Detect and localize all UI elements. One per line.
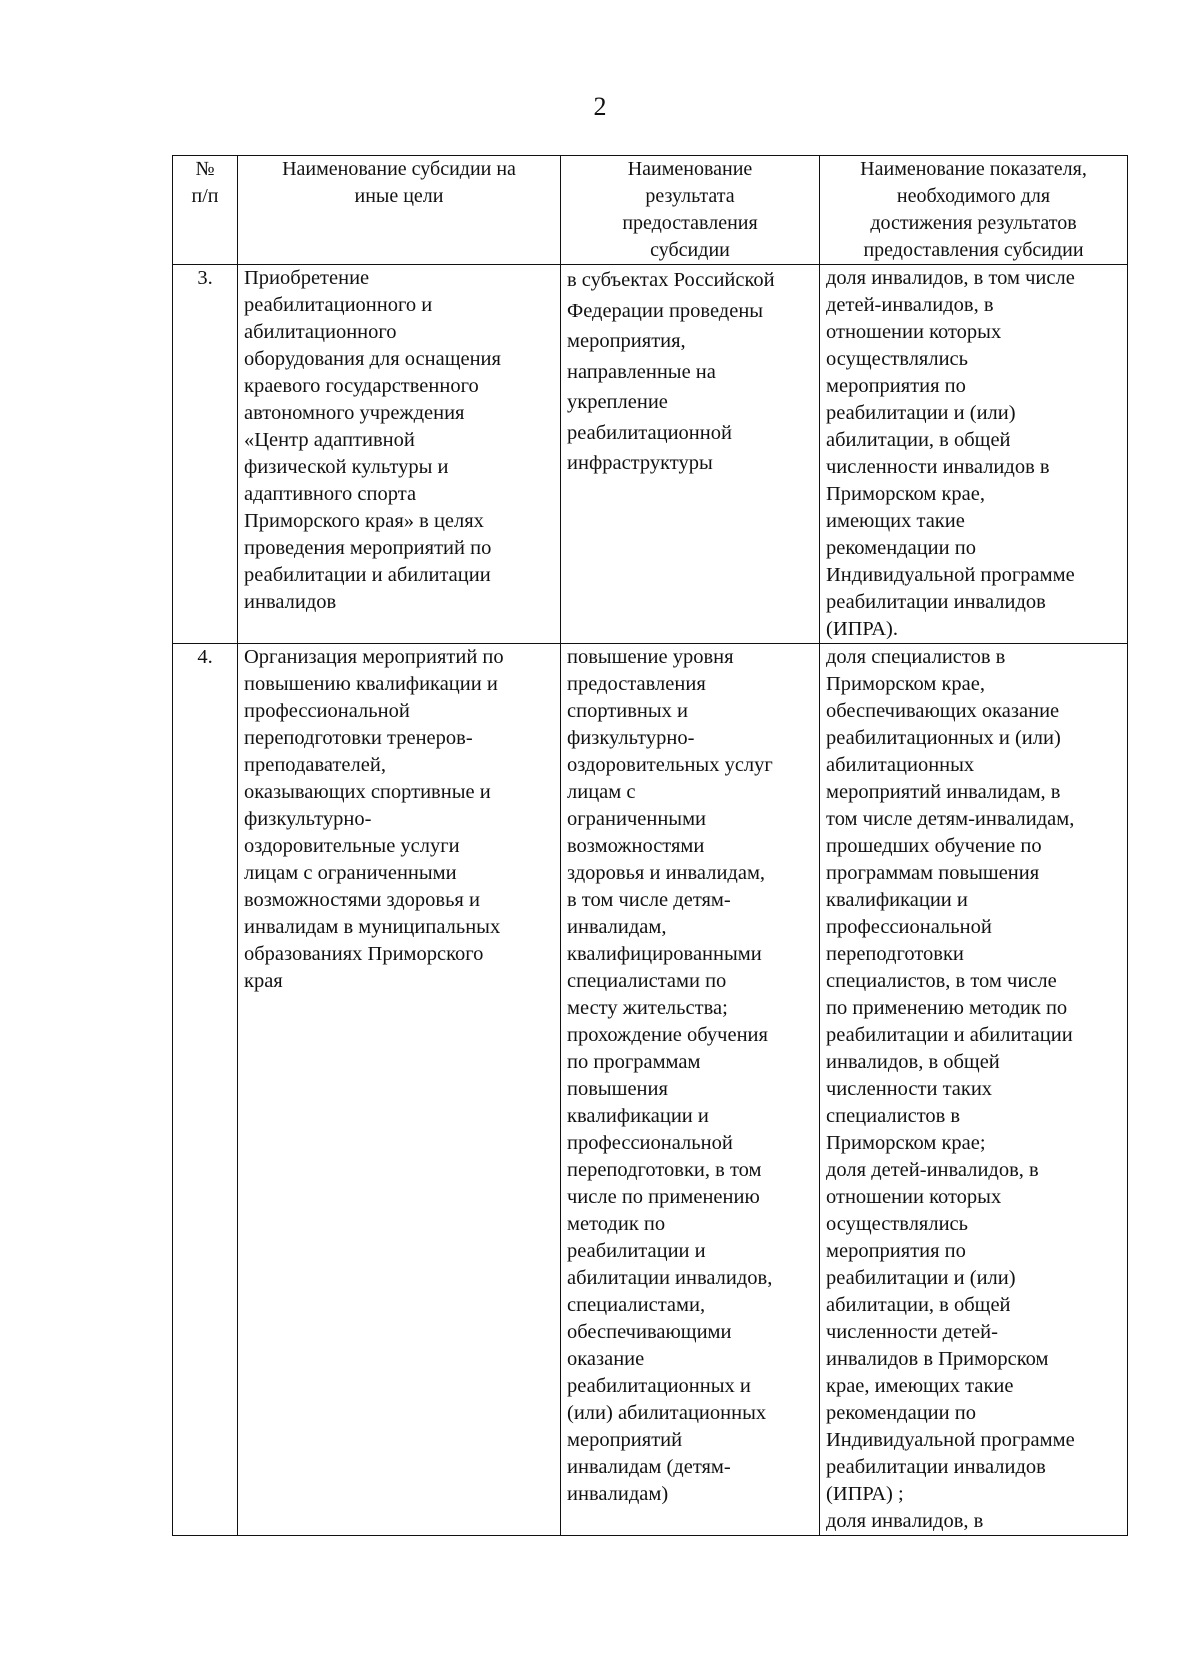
row-number: 3.: [173, 265, 238, 644]
header-indicator-name: Наименование показателя, необходимого для достижения результатов предоставления субсидии: [820, 156, 1128, 265]
subsidy-name-cell: Организация мероприятий по повышению квалификации и профессиональной переподготовки тренеров- преподавателей, оказывающих спортивные и физкультурно- оздоровительные услуги лицам с ограниченными возможностями здоровья и инвалидам в муниципальных образованиях Приморского края: [238, 644, 561, 1536]
subsidy-table: [172, 155, 1128, 1536]
table-row: [173, 644, 1128, 1536]
subsidy-name-cell: Приобретение реабилитационного и абилитационного оборудования для оснащения краевого государственного автономного учреждения «Центр адаптивной физической культуры и адаптивного спорта Приморского края» в целях проведения мероприятий по реабилитации и абилитации инвалидов: [238, 265, 561, 644]
table-row: [173, 265, 1128, 644]
page-number: 2: [593, 92, 607, 121]
indicator-cell: доля специалистов в Приморском крае, обеспечивающих оказание реабилитационных и (или) абилитационных мероприятий инвалидам, в том числе детям-инвалидам, прошедших обучение по программам повышения квалификации и профессиональной переподготовки специалистов, в том числе по применению методик по реабилитации и абилитации инвалидов, в общей численности таких специалистов в Приморском крае; доля детей-инвалидов, в отношении которых осуществлялись мероприятия по реабилитации и (или) абилитации, в общей численности детей- инвалидов в Приморском крае, имеющих такие рекомендации по Индивидуальной программе реабилитации инвалидов (ИПРА) ; доля инвалидов, в: [820, 644, 1128, 1536]
header-result-name: Наименование результата предоставления субсидии: [561, 156, 820, 265]
result-cell: в субъектах Российской Федерации проведены мероприятия, направленные на укрепление реабилитационной инфраструктуры: [561, 265, 820, 644]
indicator-cell: доля инвалидов, в том числе детей-инвалидов, в отношении которых осуществлялись мероприятия по реабилитации и (или) абилитации, в общей численности инвалидов в Приморском крае, имеющих такие рекомендации по Индивидуальной программе реабилитации инвалидов (ИПРА).: [820, 265, 1128, 644]
row-number: 4.: [173, 644, 238, 1536]
table-header-row: [173, 156, 1128, 265]
result-cell: повышение уровня предоставления спортивных и физкультурно- оздоровительных услуг лицам с ограниченными возможностями здоровья и инвалидам, в том числе детям- инвалидам, квалифицированными специалистами по месту жительства; прохождение обучения по программам повышения квалификации и профессиональной переподготовки, в том числе по применению методик по реабилитации и абилитации инвалидов, специалистами, обеспечивающими оказание реабилитационных и (или) абилитационных мероприятий инвалидам (детям- инвалидам): [561, 644, 820, 1536]
header-subsidy-name: Наименование субсидии на иные цели: [238, 156, 561, 265]
header-number: № п/п: [173, 156, 238, 265]
